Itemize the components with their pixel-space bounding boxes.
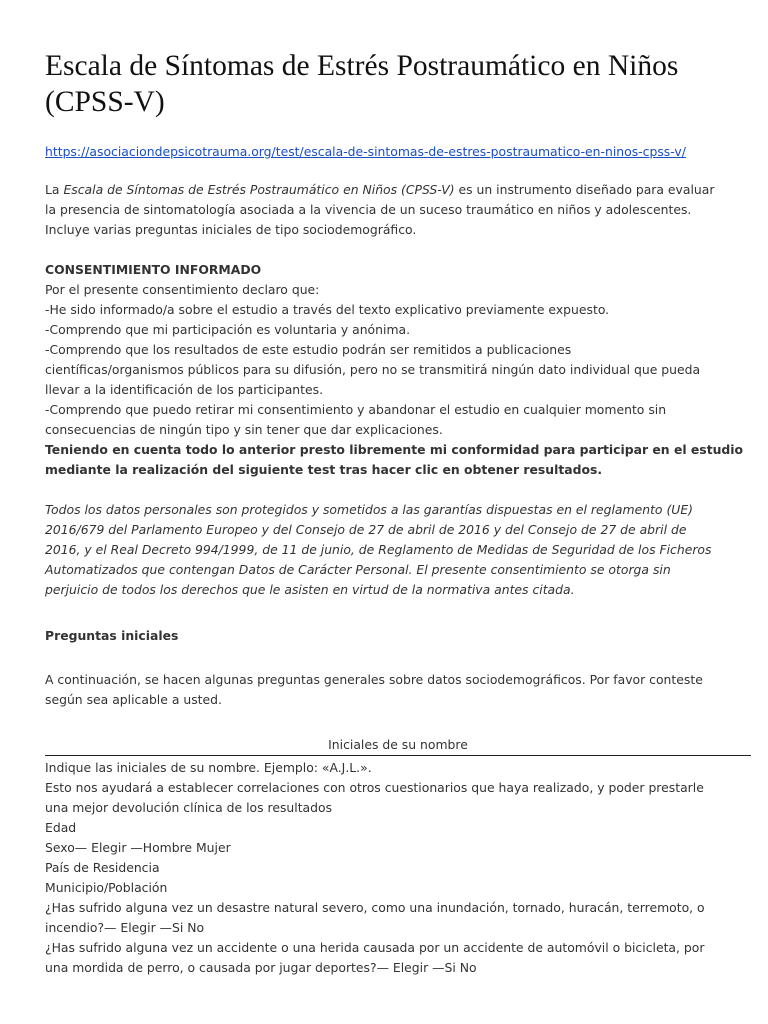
document-title: Escala de Síntomas de Estrés Postraumático en Niños (CPSS-V) [45,50,679,118]
form-row-disaster-question: ¿Has sufrido alguna vez un desastre natural severo, como una inundación, tornado, huracán, terremoto, o [45,900,705,915]
consent-heading: CONSENTIMIENTO INFORMADO [45,262,262,277]
consent-agreement-line: Teniendo en cuenta todo lo anterior presto libremente mi conformidad para participar en el estudio [45,442,744,457]
privacy-line: Automatizados que contengan Datos de Carácter Personal. El presente consentimiento se otorga sin [45,562,671,577]
form-row: una mejor devolución clínica de los resultados [45,800,333,815]
consent-line: -He sido informado/a sobre el estudio a través del texto explicativo previamente expuesto. [45,302,610,317]
consent-agreement-line: mediante la realización del siguiente test tras hacer clic en obtener resultados. [45,462,603,477]
privacy-line: perjuicio de todos los derechos que le asisten en virtud de la normativa antes citada. [45,582,575,597]
intro-line-2: la presencia de sintomatología asociada a la vivencia de un suceso traumático en niños y adolescentes. [45,202,692,217]
consent-line: -Comprendo que los resultados de este estudio podrán ser remitidos a publicaciones [45,342,572,357]
consent-line: consecuencias de ningún tipo y sin tener que dar explicaciones. [45,422,443,437]
form-row-age: Edad [45,820,77,835]
consent-line: científicas/organismos públicos para su difusión, pero no se transmitirá ningún dato individual que pueda [45,362,701,377]
continuation-line: A continuación, se hacen algunas preguntas generales sobre datos sociodemográficos. Por favor conteste [45,672,703,687]
form-row-sex: Sexo— Elegir —Hombre Mujer [45,840,231,855]
form-row-accident-question: ¿Has sufrido alguna vez un accidente o una herida causada por un accidente de automóvil o bicicleta, por [45,940,705,955]
form-row-disaster-question: incendio?— Elegir —Si No [45,920,205,935]
preguntas-heading: Preguntas iniciales [45,628,179,643]
form-row-country: País de Residencia [45,860,160,875]
intro-line-1 [45,180,735,200]
intro-prefix: La [45,182,64,197]
intro-paragraph [45,180,735,240]
form-row: Esto nos ayudará a establecer correlaciones con otros cuestionarios que haya realizado, y poder prestarle [45,780,704,795]
privacy-line: 2016, y el Real Decreto 994/1999, de 11 de junio, de Reglamento de Medidas de Seguridad de los Ficheros [45,542,712,557]
intro-line-1-suffix: es un instrumento diseñado para evaluar [454,182,715,197]
privacy-line: 2016/679 del Parlamento Europeo y del Consejo de 27 de abril de 2016 y del Consejo de 27 de abril de [45,522,687,537]
form-rows [45,758,735,978]
continuation-paragraph [45,670,735,710]
privacy-line: Todos los datos personales son protegidos y sometidos a las garantías dispuestas en el reglamento (UE) [45,502,694,517]
consent-line: -Comprendo que puedo retirar mi consentimiento y abandonar el estudio en cualquier momento sin [45,402,667,417]
intro-scale-name: Escala de Síntomas de Estrés Postraumático en Niños (CPSS-V) [63,182,455,197]
table-header: Iniciales de su nombre [45,735,751,756]
consent-section [45,260,744,480]
consent-line: llevar a la identificación de los participantes. [45,382,324,397]
continuation-line: según sea aplicable a usted. [45,692,222,707]
consent-line: Por el presente consentimiento declaro que: [45,282,320,297]
source-link[interactable]: https://asociaciondepsicotrauma.org/test/escala-de-sintomas-de-estres-postraumatico-en-ninos-cpss-v/ [45,144,686,159]
privacy-notice [45,500,735,600]
form-row: Indique las iniciales de su nombre. Ejemplo: «A.J.L.». [45,760,372,775]
intro-line-3: Incluye varias preguntas iniciales de tipo sociodemográfico. [45,222,417,237]
form-row-accident-question: una mordida de perro, o causada por jugar deportes?— Elegir —Si No [45,960,477,975]
consent-line: -Comprendo que mi participación es voluntaria y anónima. [45,322,411,337]
form-row-municipality: Municipio/Población [45,880,168,895]
